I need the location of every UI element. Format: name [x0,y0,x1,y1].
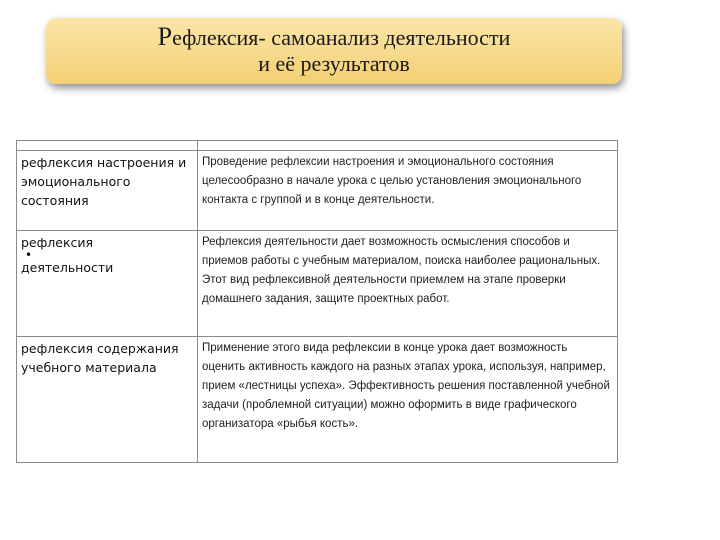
row-description: Применение этого вида рефлексии в конце урока дает возможность оценить активность каждого на разных этапах урока, используя, например, прием «лестницы успеха». Эффективность решения поставленной учебной задачи (проблемной ситуации) можно оформить в виде графического организатора «рыбья кость». [202,342,610,430]
table-header-row [17,141,618,151]
row-description: Проведение рефлексии настроения и эмоционального состояния целесообразно в начале урока с целью установления эмоционального контакта с группой и в конце деятельности. [202,156,582,206]
table-row [17,231,618,337]
row-description-cell [198,231,618,337]
table-row [17,151,618,231]
row-label: рефлексия настроения и эмоционального состояния [21,155,187,208]
title-line-2: и её результатов [258,51,410,76]
row-description: Рефлексия деятельности дает возможность осмысления способов и приемов работы с учебным материалом, поиска наиболее рациональных. Этот вид рефлексивной деятельности приемлем на этапе проверки домашнего задания, защите проектных работ. [202,236,601,305]
title-banner [46,18,622,84]
row-description-cell [198,151,618,231]
title-line-1: Рефлексия- самоанализ деятельности [157,22,511,51]
header-cell-right [198,141,618,151]
row-label-line2: деятельности [21,260,114,275]
row-label-line1: рефлексия [21,235,94,250]
bullet-mark: • [25,248,33,262]
row-label-cell [17,337,198,463]
row-label-cell [17,151,198,231]
header-cell-left [17,141,198,151]
row-label [17,231,197,277]
table-row [17,337,618,463]
reflection-table [16,140,618,463]
row-description-cell [198,337,618,463]
row-label: рефлексия содержания учебного материала [21,341,179,375]
row-label-cell [17,231,198,337]
